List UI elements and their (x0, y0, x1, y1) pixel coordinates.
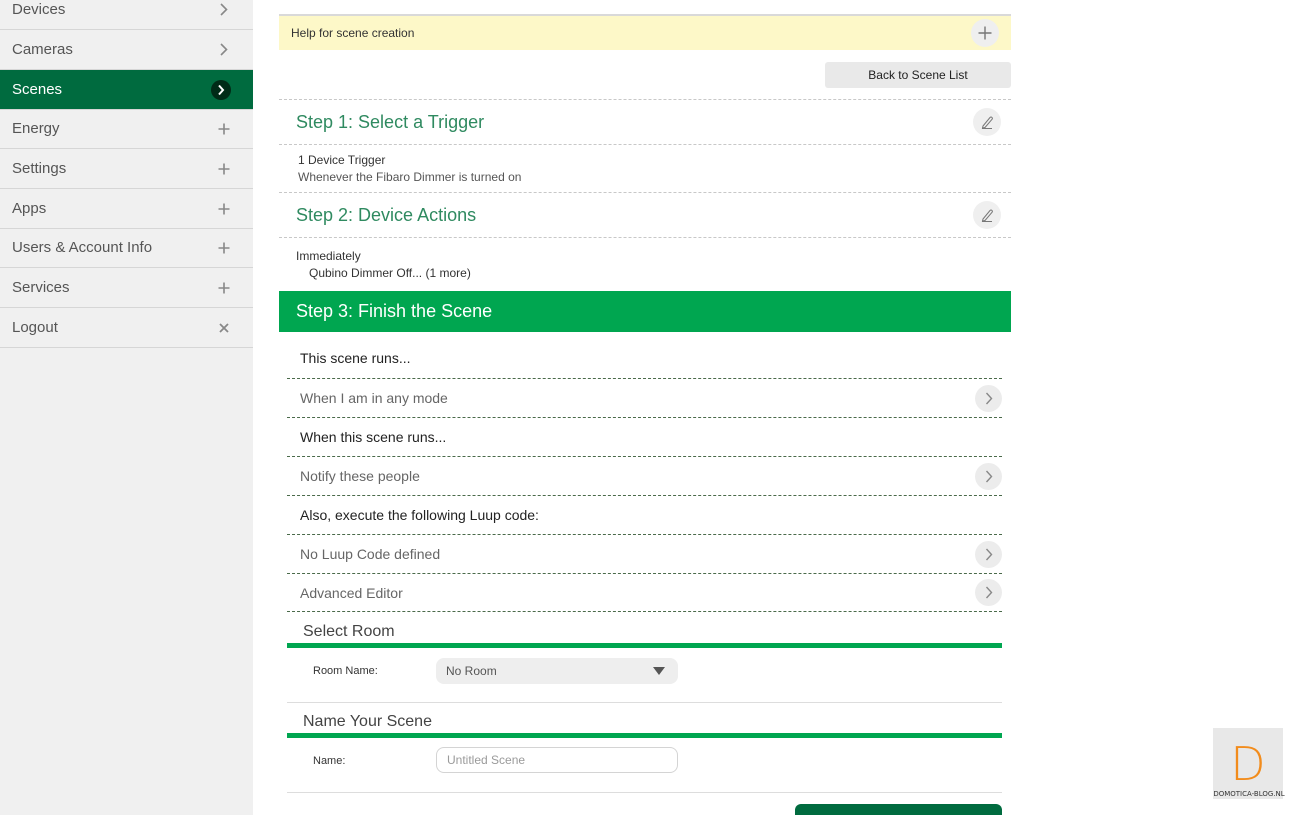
luup-option-row[interactable] (287, 534, 1002, 573)
scene-editor (279, 0, 1011, 815)
step1-title: Step 1: Select a Trigger (296, 111, 485, 132)
step2-title: Step 2: Device Actions (296, 204, 477, 225)
help-bar[interactable] (279, 14, 1011, 50)
pencil-icon (980, 208, 994, 222)
sidebar-item-users-account-info[interactable] (0, 228, 253, 268)
advanced-editor-label: Advanced Editor (300, 584, 403, 601)
sidebar-item-scenes[interactable] (0, 70, 253, 110)
name-scene-divider (287, 733, 1002, 738)
sidebar-item-label: Apps (12, 200, 47, 217)
room-select-value: No Room (446, 664, 497, 678)
plus-icon (217, 241, 231, 255)
step2-action-description: Qubino Dimmer Off... (1 more) (309, 266, 471, 280)
step2-summary (296, 248, 471, 282)
name-separator (287, 792, 1002, 793)
step1-trigger-count: 1 Device Trigger (298, 153, 386, 167)
sidebar-item-label: Services (12, 279, 70, 296)
notify-option-row[interactable] (287, 456, 1002, 495)
sidebar-item-label: Settings (12, 160, 67, 177)
chevron-right-icon (217, 43, 231, 57)
select-room-title: Select Room (303, 623, 395, 640)
caret-down-icon (653, 667, 665, 675)
sidebar-item-services[interactable] (0, 268, 253, 308)
notify-chevron-button[interactable] (975, 463, 1002, 490)
mode-option-label: When I am in any mode (300, 390, 448, 406)
scene-name-label: Name: (313, 755, 346, 767)
mode-option-row[interactable] (287, 378, 1002, 417)
scene-name-input[interactable] (436, 747, 678, 773)
back-to-scene-list-button[interactable]: Back to Scene List (825, 62, 1011, 88)
finish-button[interactable] (795, 804, 1002, 815)
notify-option-label: Notify these people (300, 468, 420, 484)
chevron-right-icon (985, 470, 993, 483)
chevron-right-icon (985, 548, 993, 561)
plus-icon (217, 202, 231, 216)
advanced-editor-chevron-button[interactable] (975, 579, 1002, 606)
select-room-divider (287, 643, 1002, 648)
room-select[interactable] (436, 658, 678, 684)
step1-summary (298, 152, 521, 186)
sidebar-item-settings[interactable] (0, 149, 253, 189)
luup-code-text: Also, execute the following Luup code: (300, 507, 539, 523)
expand-help-button[interactable] (971, 19, 999, 47)
scene-runs-text: This scene runs... (300, 349, 411, 366)
sidebar-item-logout[interactable] (0, 308, 253, 348)
sidebar-item-apps[interactable] (0, 189, 253, 229)
advanced-editor-row[interactable] (287, 573, 1002, 612)
step2-header (279, 192, 1011, 238)
plus-icon (217, 162, 231, 176)
chevron-right-icon (985, 392, 993, 405)
step3-header (279, 291, 1011, 332)
edit-actions-button[interactable] (973, 201, 1001, 229)
sidebar-item-devices[interactable] (0, 0, 253, 30)
luup-option-label: No Luup Code defined (300, 546, 441, 562)
sidebar-item-label: Logout (12, 319, 58, 336)
logo-text: DOMOTICA-BLOG.NL (1213, 790, 1285, 798)
room-name-label: Room Name: (313, 665, 378, 677)
sidebar-item-cameras[interactable] (0, 30, 253, 70)
plus-icon (217, 281, 231, 295)
luup-chevron-button[interactable] (975, 541, 1002, 568)
sidebar-item-label: Devices (12, 1, 66, 18)
luup-code-label (287, 495, 1002, 534)
step1-header (279, 99, 1011, 145)
chevron-right-icon (217, 3, 231, 17)
step2-timing: Immediately (296, 249, 361, 263)
step1-trigger-description: Whenever the Fibaro Dimmer is turned on (298, 170, 522, 184)
sidebar-item-label: Energy (12, 120, 60, 137)
sidebar-item-label: Cameras (12, 41, 73, 58)
scene-runs-label (287, 338, 1002, 377)
step3-title: Step 3: Finish the Scene (296, 301, 493, 321)
when-scene-runs-label (287, 417, 1002, 456)
domotica-blog-logo (1213, 728, 1283, 799)
chevron-right-icon (211, 80, 231, 100)
room-separator (287, 702, 1002, 703)
help-label: Help for scene creation (291, 26, 415, 40)
close-icon (217, 321, 231, 335)
when-scene-runs-text: When this scene runs... (300, 429, 447, 445)
pencil-icon (980, 115, 994, 129)
sidebar-item-label: Scenes (12, 81, 63, 98)
sidebar (0, 0, 253, 815)
chevron-right-icon (985, 586, 993, 599)
name-scene-title: Name Your Scene (303, 713, 432, 730)
plus-icon (978, 26, 992, 40)
logo-letter: D (1230, 736, 1266, 791)
sidebar-item-energy[interactable] (0, 109, 253, 149)
mode-chevron-button[interactable] (975, 385, 1002, 412)
sidebar-item-label: Users & Account Info (12, 239, 153, 256)
plus-icon (217, 122, 231, 136)
edit-trigger-button[interactable] (973, 108, 1001, 136)
